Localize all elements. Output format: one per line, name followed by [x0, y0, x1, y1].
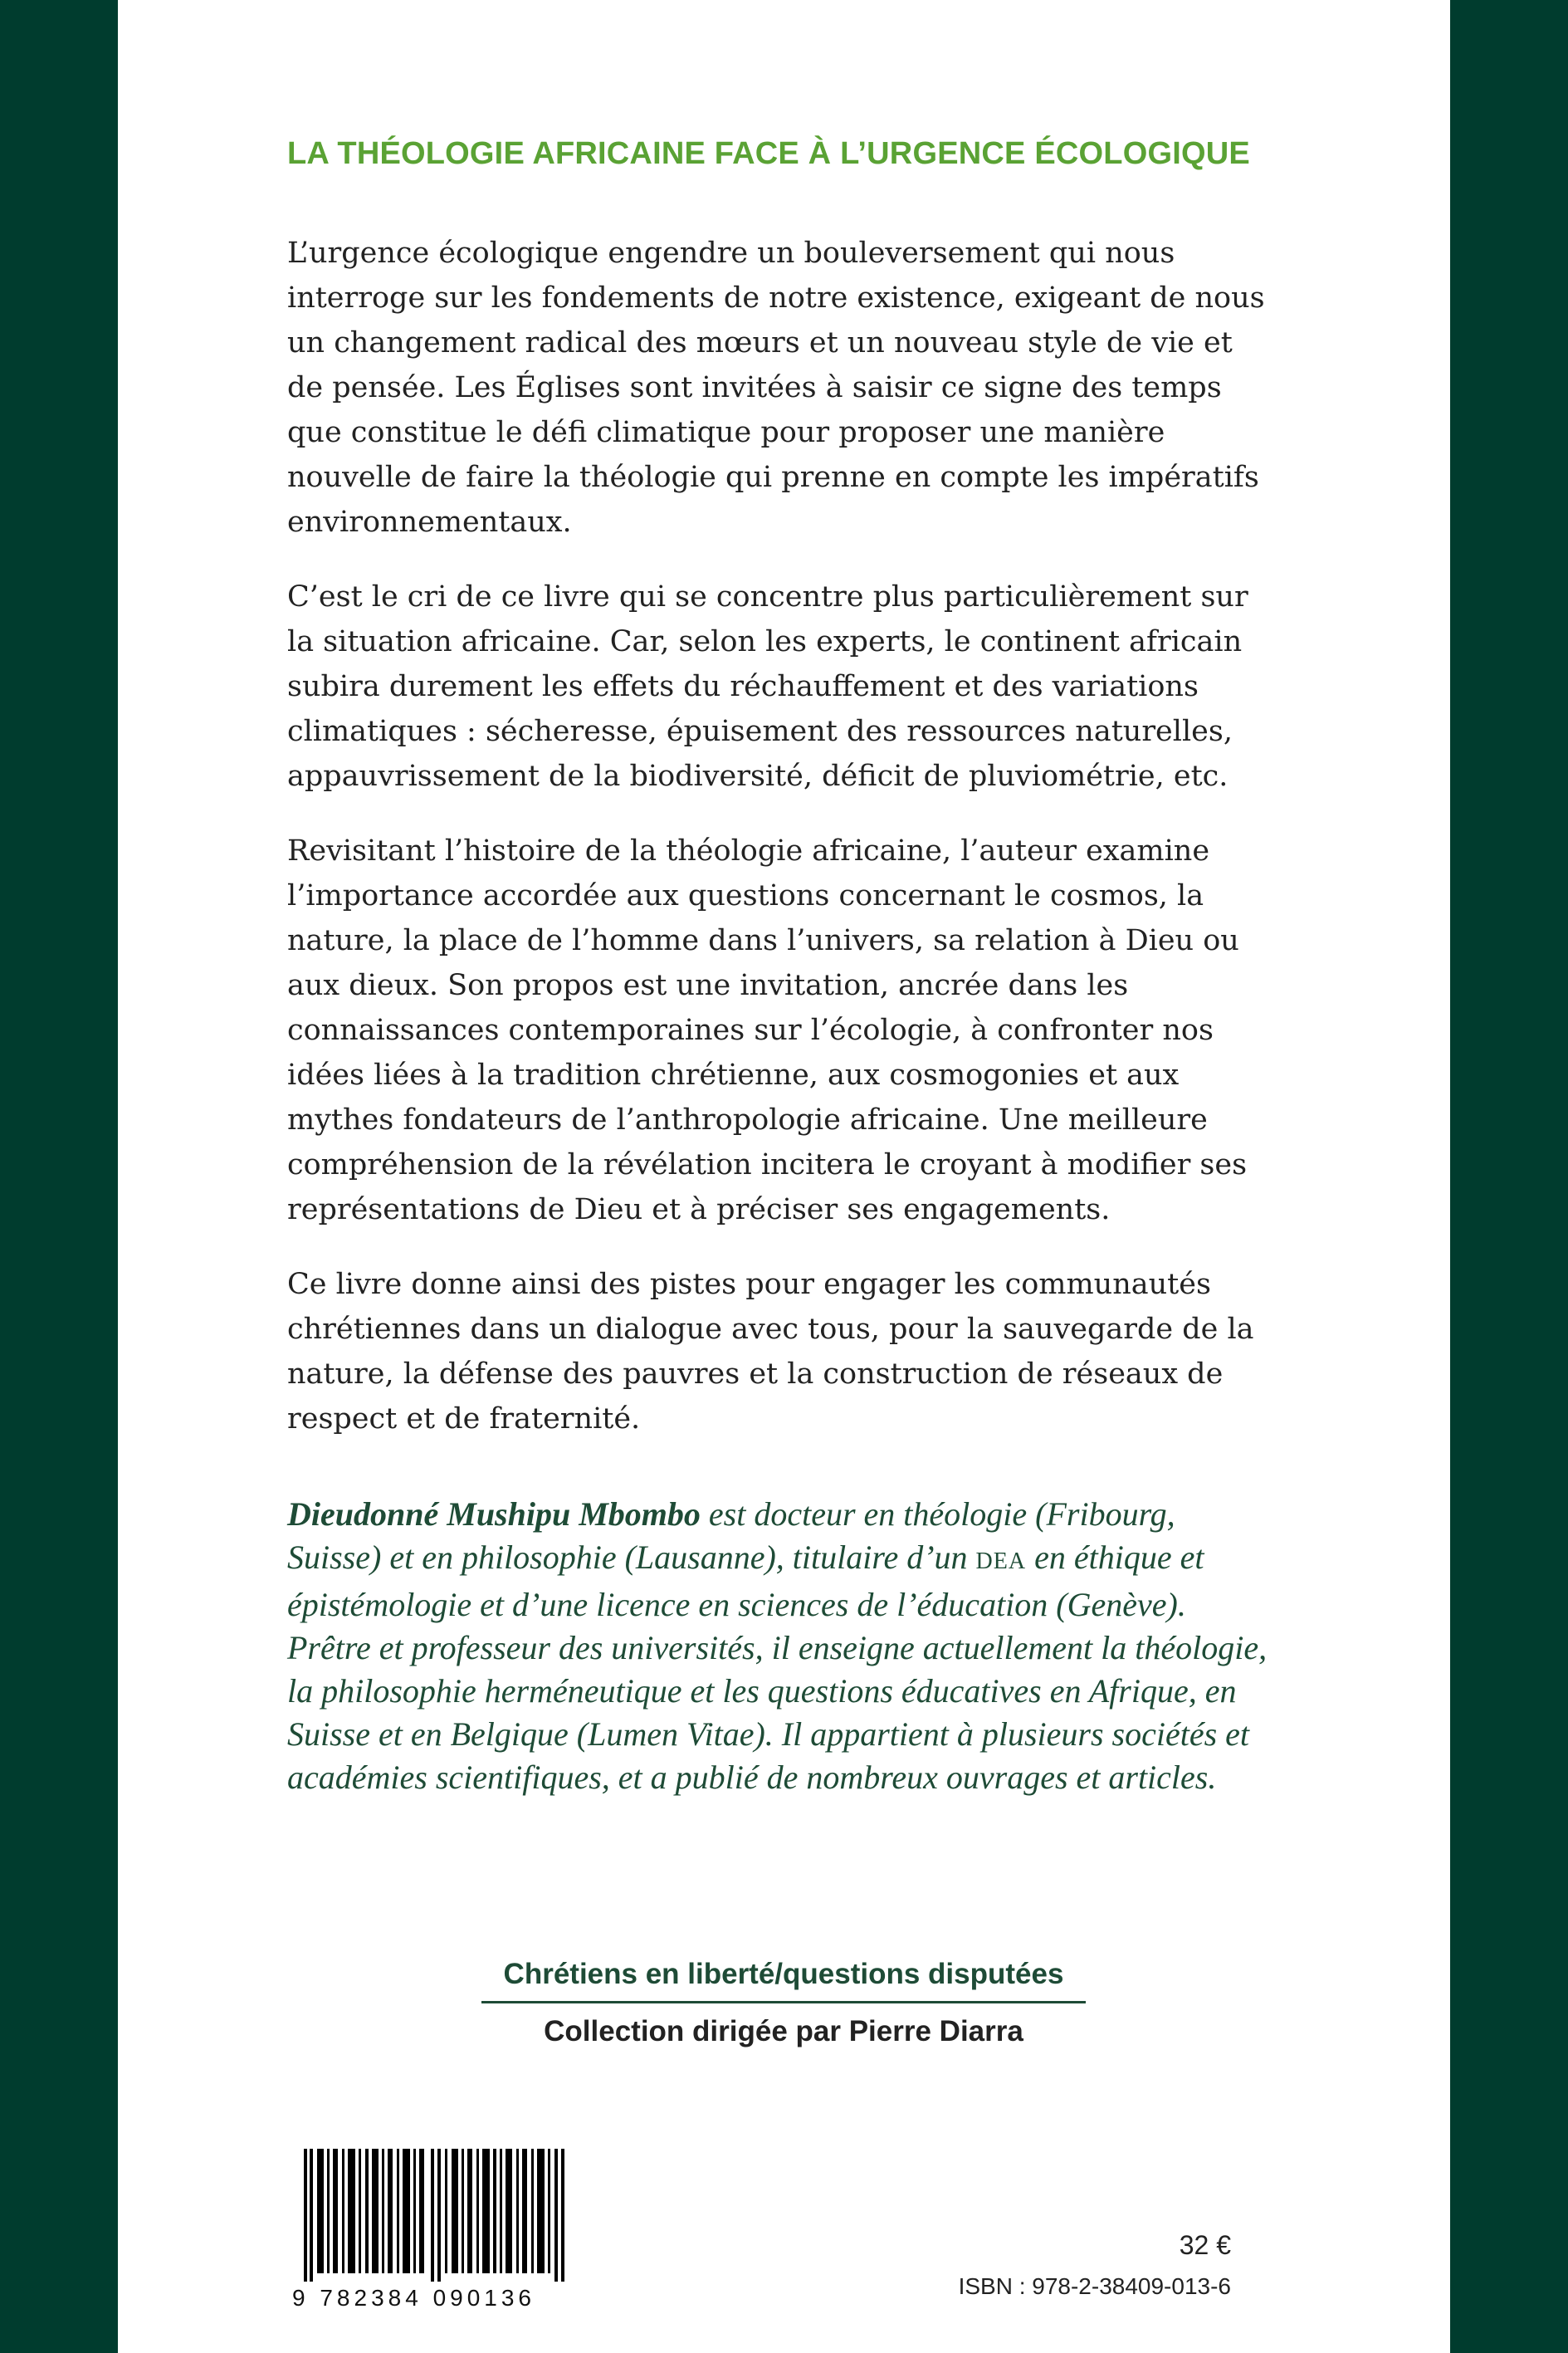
right-green-band [1450, 0, 1568, 2353]
author-name: Dieudonné Mushipu Mbombo [287, 1495, 701, 1533]
blurb-paragraph: L’urgence écologique engendre un bouleversement qui nous interroge sur les fondements de notre existence, exigeant de nous un changement radical des mœurs et un nouveau style de vie et de pensée. Les Églises sont invitées à saisir ce signe des temps que constitue le défi climatique pour proposer une manière nouvelle de faire la théologie qui prenne en compte les impératifs environnementaux. [287, 237, 1265, 539]
blurb-paragraph: C’est le cri de ce livre qui se concentre plus particulièrement sur la situation africaine. Car, selon les experts, le continent africain subira durement les effets du réchauffement et des variations climatiques : sécheresse, épuisement des ressources naturelles, appauvrissement de la biodiversité, déficit de pluviométrie, etc. [287, 580, 1248, 793]
bio-dea-abbrev: DEA [975, 1548, 1027, 1574]
bio-text-part: en éthique et épistémologie et d’une licence en sciences de l’éducation (Genève). Prêtre et professeur des universités, il enseigne actuellement la théologie, la philosophie herméneutique et les questions éducatives en Afrique, en Suisse et en Belgique (Lumen Vitae). Il appartient à plusieurs sociétés et académies scientifiques, et a publié de nombreux ouvrages et articles. [287, 1538, 1268, 1796]
price: 32 € [1179, 2230, 1231, 2260]
isbn: ISBN : 978-2-38409-013-6 [958, 2273, 1231, 2299]
blurb-paragraph: Revisitant l’histoire de la théologie africaine, l’auteur examine l’importance accordée aux questions concernant le cosmos, la nature, la place de l’homme dans l’univers, sa relation à Dieu ou aux dieux. Son propos est une invitation, ancrée dans les connaissances contemporaines sur l’écologie, à confronter nos idées liées à la tradition chrétienne, aux cosmogonies et aux mythes fondateurs de l’anthropologie africaine. Une meilleure compréhension de la révélation incitera le croyant à modifier ses représentations de Dieu et à préciser ses engagements. [287, 834, 1248, 1226]
barcode-digits: 9 782384 090136 [292, 2285, 535, 2311]
left-green-band [0, 0, 118, 2353]
barcode-bars [292, 2149, 581, 2282]
collection-director: Collection dirigée par Pierre Diarra [544, 2015, 1023, 2047]
blurb-paragraph: Ce livre donne ainsi des pistes pour engager les communautés chrétiennes dans un dialogue avec tous, pour la sauvegarde de la nature, la défense des pauvres et la construction de réseaux de respect et de fraternité. [287, 1268, 1254, 1436]
back-cover-title: LA THÉOLOGIE AFRICAINE FACE À L’URGENCE ÉCOLOGIQUE [287, 136, 1250, 171]
collection-block [481, 1958, 1086, 2048]
collection-series: Chrétiens en liberté/questions disputées [481, 1958, 1086, 2003]
author-bio [287, 1493, 1275, 1799]
bio-text-part: est docteur en théologie (Fribourg, Suisse) et en philosophie (Lausanne), titulaire d’un [287, 1495, 1175, 1576]
blurb [287, 231, 1275, 1471]
